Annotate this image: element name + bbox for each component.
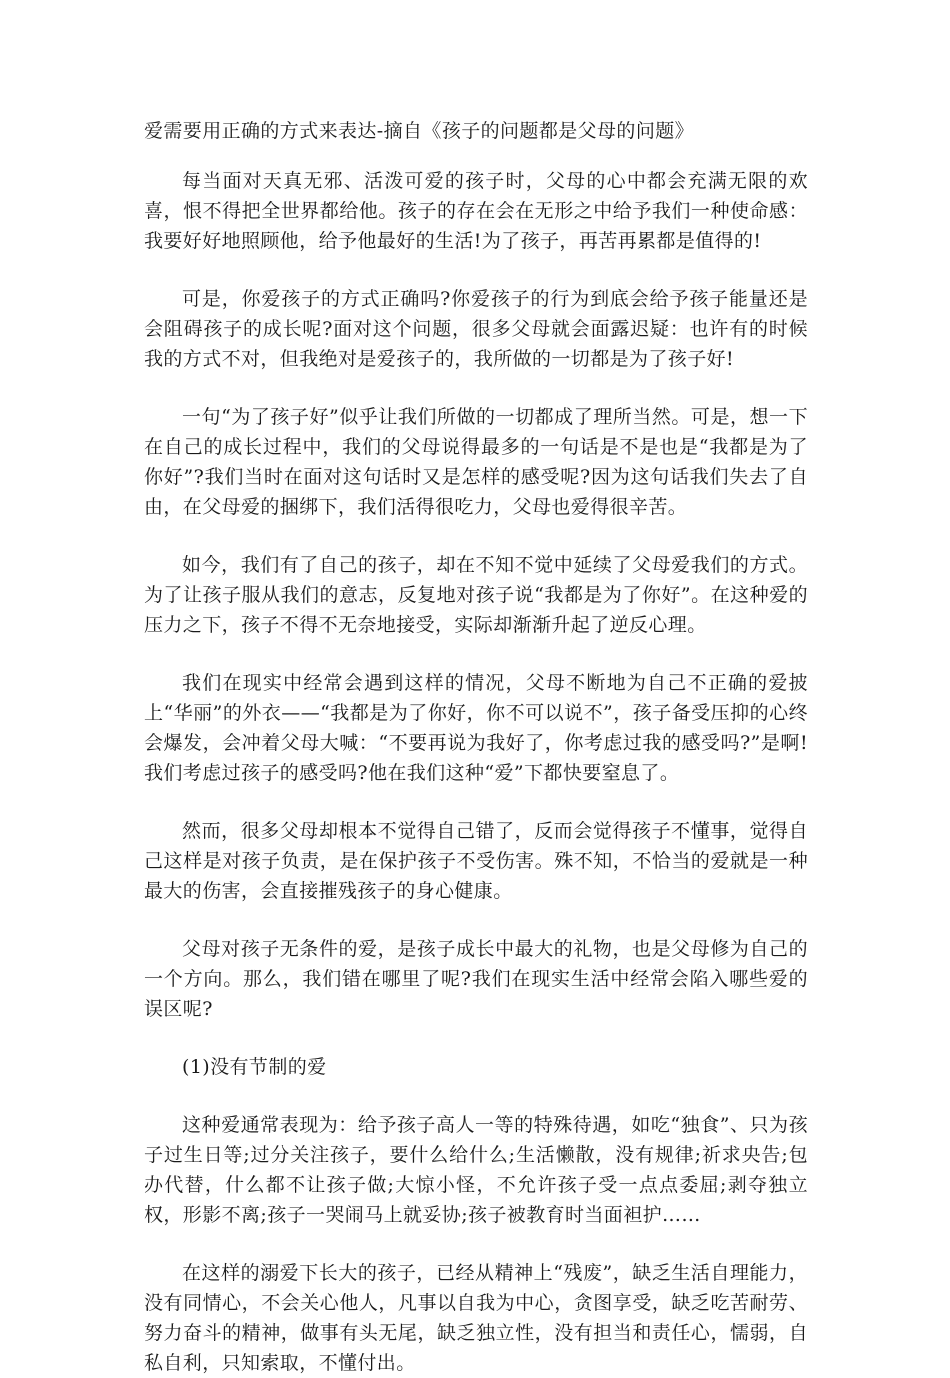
paragraph: 每当面对天真无邪、活泼可爱的孩子时，父母的心中都会充满无限的欢喜，恨不得把全世界都给他。孩子的存在会在无形之中给予我们一种使命感：我要好好地照顾他，给予他最好的生活!为了孩子，再苦再累都是值得的! [144, 170, 808, 252]
document-title: 爱需要用正确的方式来表达-摘自《孩子的问题都是父母的问题》 [144, 120, 695, 142]
paragraph: 我们在现实中经常会遇到这样的情况，父母不断地为自己不正确的爱披上“华丽”的外衣——“我都是为了你好，你不可以说不”，孩子备受压抑的心终会爆发，会冲着父母大喊：“不要再说为我好了，你考虑过我的感受吗?”是啊!我们考虑过孩子的感受吗?他在我们这种“爱”下都快要窒息了。 [144, 672, 808, 784]
document-page [144, 116, 808, 1378]
section-heading: (1)没有节制的爱 [182, 1056, 327, 1078]
paragraph: 这种爱通常表现为：给予孩子高人一等的特殊待遇，如吃“独食”、只为孩子过生日等;过分关注孩子，要什么给什么;生活懒散，没有规律;祈求央告;包办代替，什么都不让孩子做;大惊小怪，不允许孩子受一点点委屈;剥夺独立权，形影不离;孩子一哭闹马上就妥协;孩子被教育时当面袒护…… [144, 1114, 808, 1226]
paragraph: 父母对孩子无条件的爱，是孩子成长中最大的礼物，也是父母修为自己的一个方向。那么，我们错在哪里了呢?我们在现实生活中经常会陷入哪些爱的误区呢? [144, 938, 808, 1020]
paragraph: 如今，我们有了自己的孩子，却在不知不觉中延续了父母爱我们的方式。为了让孩子服从我们的意志，反复地对孩子说“我都是为了你好”。在这种爱的压力之下，孩子不得不无奈地接受，实际却渐渐升起了逆反心理。 [144, 554, 808, 636]
paragraph: 在这样的溺爱下长大的孩子，已经从精神上“残废”，缺乏生活自理能力，没有同情心，不会关心他人，凡事以自我为中心，贪图享受，缺乏吃苦耐劳、努力奋斗的精神，做事有头无尾，缺乏独立性，没有担当和责任心，懦弱，自私自利，只知索取，不懂付出。 [144, 1262, 808, 1374]
paragraph: 然而，很多父母却根本不觉得自己错了，反而会觉得孩子不懂事，觉得自己这样是对孩子负责，是在保护孩子不受伤害。殊不知，不恰当的爱就是一种最大的伤害，会直接摧残孩子的身心健康。 [144, 820, 808, 902]
paragraph: 一句“为了孩子好”似乎让我们所做的一切都成了理所当然。可是，想一下在自己的成长过程中，我们的父母说得最多的一句话是不是也是“我都是为了你好”?我们当时在面对这句话时又是怎样的感受呢?因为这句话我们失去了自由，在父母爱的捆绑下，我们活得很吃力，父母也爱得很辛苦。 [144, 406, 808, 518]
paragraph: 可是，你爱孩子的方式正确吗?你爱孩子的行为到底会给予孩子能量还是会阻碍孩子的成长呢?面对这个问题，很多父母就会面露迟疑：也许有的时候我的方式不对，但我绝对是爱孩子的，我所做的一切都是为了孩子好! [144, 288, 808, 370]
